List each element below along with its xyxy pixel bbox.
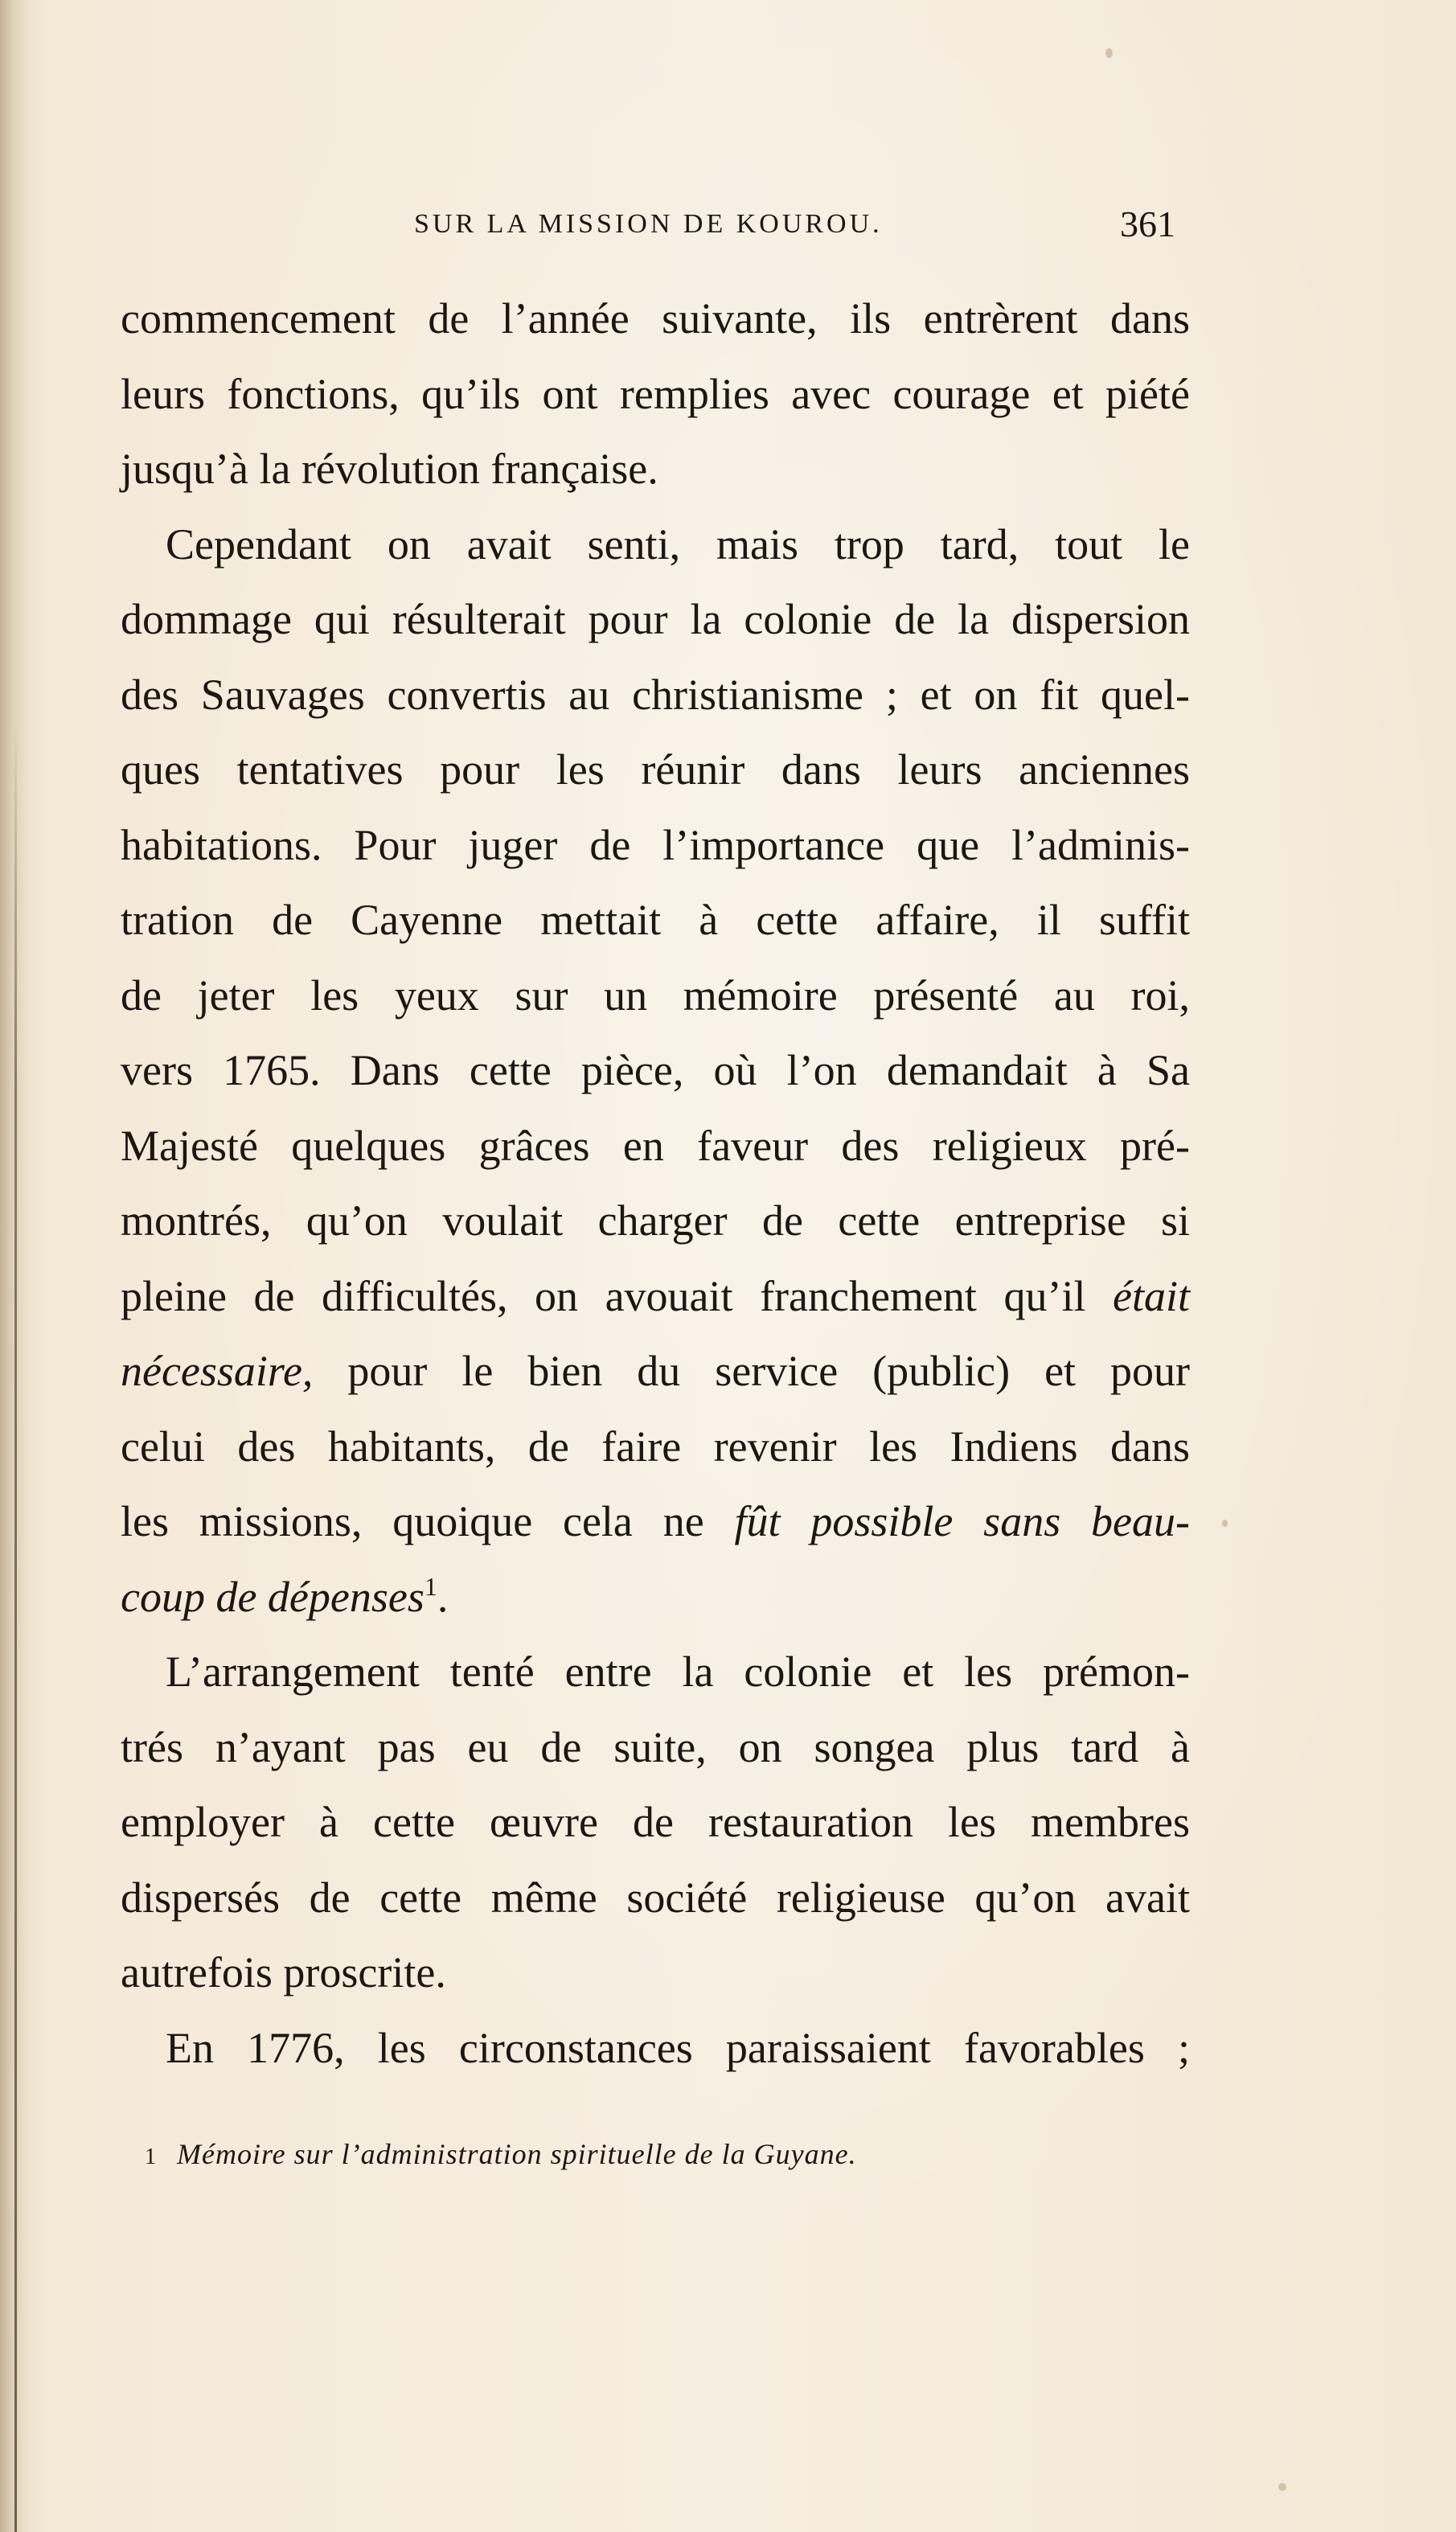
text-line: employer à cette œuvre de restauration les membres [121, 1798, 1190, 1846]
paragraph-start: L’arrangement tenté entre la colonie et les prémon- [166, 1648, 1190, 1696]
text-line: des Sauvages convertis au christianisme ; et on fit quel- [121, 670, 1190, 719]
text-line: montrés, qu’on voulait charger de cette entreprise si [121, 1196, 1190, 1245]
text-line: vers 1765. Dans cette pièce, où l’on demandait à Sa [121, 1046, 1190, 1094]
paper-speck [1105, 48, 1113, 58]
text-line: pleine de difficultés, on avouait franchement qu’il était [121, 1271, 1190, 1320]
text-line: nécessaire, pour le bien du service (public) et pour [121, 1347, 1190, 1395]
text-line: dispersés de cette même société religieuse qu’on avait [121, 1873, 1190, 1922]
italic-text: nécessaire, [121, 1347, 314, 1395]
text-line: trés n’ayant pas eu de suite, on songea plus tard à [121, 1722, 1190, 1771]
text-line: leurs fonctions, qu’ils ont remplies avec courage et piété [121, 369, 1190, 418]
text-line: coup de dépenses$^1$. [121, 1571, 449, 1621]
italic-text: était [1113, 1271, 1190, 1320]
paper-speck [1278, 2483, 1286, 2491]
text-line: celui des habitants, de faire revenir les Indiens dans [121, 1422, 1190, 1471]
running-title: SUR LA MISSION DE KOUROU. [414, 209, 883, 239]
text-line: ques tentatives pour les réunir dans leurs anciennes [121, 745, 1190, 794]
text-line: dommage qui résulterait pour la colonie de la dispersion [121, 595, 1190, 643]
text-line: Majesté quelques grâces en faveur des religieux pré- [121, 1121, 1190, 1170]
footnote-mark: 1 [145, 2144, 156, 2169]
running-head [0, 203, 1456, 259]
paragraph-start: En 1776, les circonstances paraissaient favorables ; [166, 2023, 1190, 2072]
page-number: 361 [1120, 203, 1175, 244]
text-line: commencement de l’année suivante, ils entrèrent dans [121, 294, 1190, 343]
italic-text: coup de dépenses [121, 1572, 424, 1621]
footnote-text: Mémoire sur l’administration spirituelle de la Guyane. [177, 2138, 857, 2170]
footnote [145, 2137, 1190, 2171]
text-line: tration de Cayenne mettait à cette affaire, il suffit [121, 896, 1190, 944]
text-line: les missions, quoique cela ne fût possible sans beau- [121, 1497, 1190, 1545]
text-line: jusqu’à la révolution française. [121, 445, 658, 493]
text-line: habitations. Pour juger de l’importance que l’adminis- [121, 820, 1190, 869]
text-line: autrefois proscrite. [121, 1948, 446, 1996]
paper-speck [1222, 1520, 1228, 1527]
page-edge-line [14, 724, 17, 2532]
body-text [121, 281, 1190, 2086]
footnote-reference: 1 [424, 1571, 437, 1601]
italic-text: fût possible sans beau- [734, 1497, 1190, 1545]
paragraph-start: Cependant on avait senti, mais trop tard, tout le [166, 519, 1190, 568]
text-line: de jeter les yeux sur un mémoire présenté au roi, [121, 971, 1190, 1020]
